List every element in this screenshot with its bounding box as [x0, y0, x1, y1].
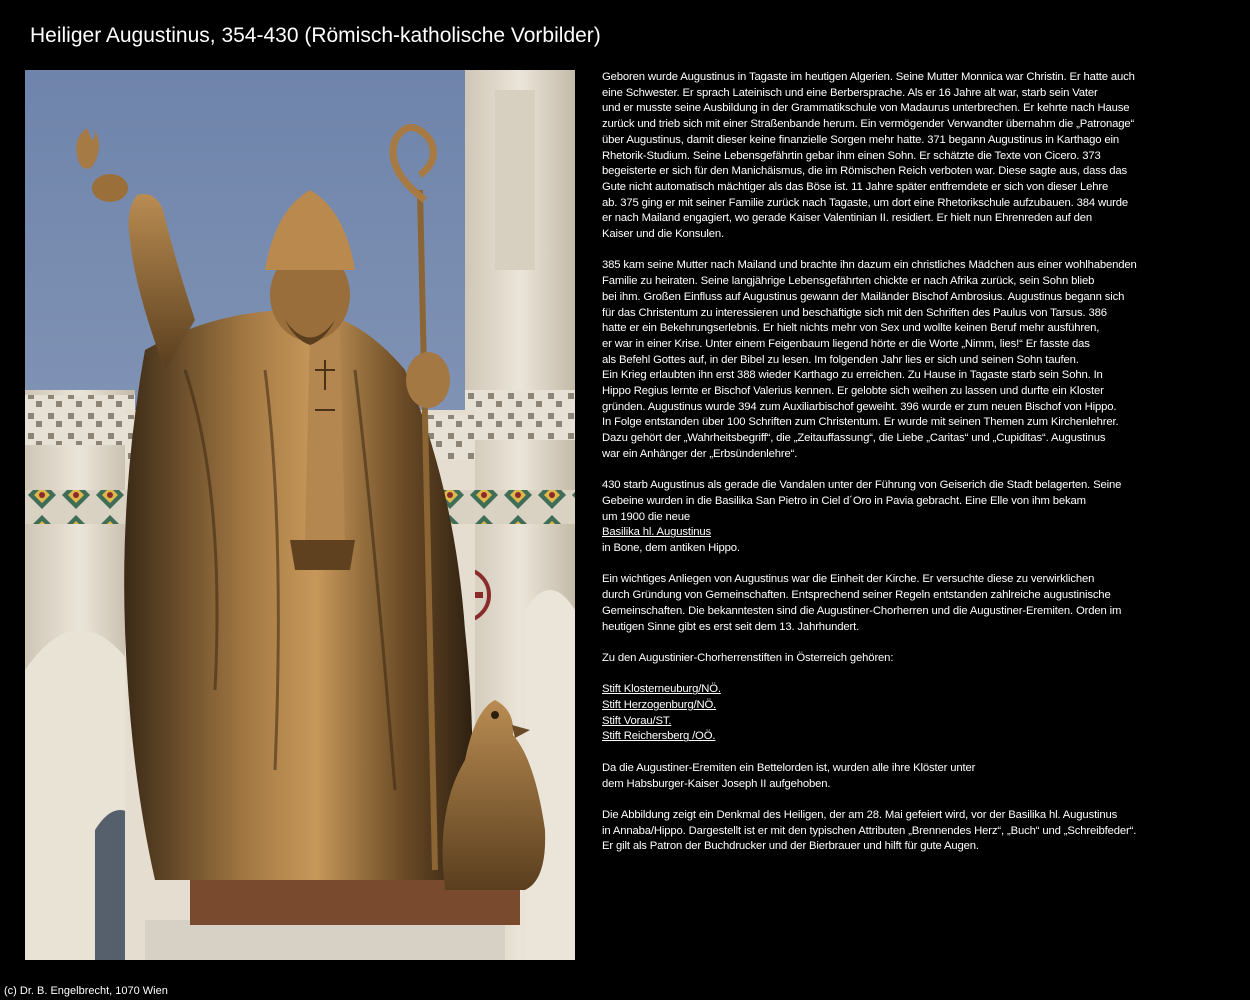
- text-line: gründen. Augustinus wurde 394 zum Auxiliarbischof geweiht. 396 wurde er zum neuen Bischof von Hippo.: [602, 400, 1117, 413]
- text-line: durch Gründung von Gemeinschaften. Entsprechend seiner Regeln entstanden zahlreiche augustinische: [602, 589, 1111, 602]
- link-stift-reichersberg[interactable]: Stift Reichersberg /OÖ.: [602, 730, 716, 743]
- paragraph-image-caption: [602, 808, 1194, 855]
- paragraph-death-tail: in Bone, dem antiken Hippo.: [602, 542, 740, 555]
- text-line: und er musste seine Ausbildung in der Grammatikschule von Madaurus unterbrechen. Er kehrte nach Hause: [602, 102, 1130, 115]
- text-line: Hippo Regius lernte er Bischof Valerius kennen. Er gelobte sich weihen zu lassen und durfte ein Kloster: [602, 385, 1104, 398]
- text-line: eine Schwester. Er sprach Lateinisch und eine Berbersprache. Als er 16 Jahre alt war, starb sein Vater: [602, 86, 1098, 99]
- paragraph-death: [602, 478, 1194, 557]
- paragraph-stifte-intro: Zu den Augustinier-Chorherrenstiften in Österreich gehören:: [602, 651, 894, 664]
- text-line: als Befehl Gottes auf, in der Bibel zu lesen. Im folgenden Jahr lies er sich und seinen Sohn taufen.: [602, 353, 1079, 366]
- copyright-footer: (c) Dr. B. Engelbrecht, 1070 Wien: [4, 985, 168, 997]
- text-line: 430 starb Augustinus als gerade die Vandalen unter der Führung von Geiserich die Stadt belagerten. Seine: [602, 479, 1122, 492]
- link-stift-klosterneuburg[interactable]: Stift Klosterneuburg/NÖ.: [602, 683, 721, 696]
- text-line: in Annaba/Hippo. Dargestellt ist er mit den typischen Attributen „Brennendes Herz“, „Buch“ und „Schreibfeder“.: [602, 824, 1137, 837]
- text-line: Dazu gehört der „Wahrheitsbegriff“, die „Zeitauffassung“, die Liebe „Caritas“ und „Cupiditas“. Augustinus: [602, 432, 1106, 445]
- text-line: Da die Augustiner-Eremiten ein Bettelorden ist, wurden alle ihre Klöster unter: [602, 761, 976, 774]
- text-line: war ein Anhänger der „Erbsündenlehre“.: [602, 447, 798, 460]
- paragraph-birth: [602, 70, 1194, 243]
- text-line: Ein Krieg erlaubten ihn erst 388 wieder Karthago zu erreichen. Zu Hause in Tagaste starb sein Sohn. In: [602, 369, 1103, 382]
- paragraph-conversion: [602, 258, 1194, 462]
- text-line: Die Abbildung zeigt ein Denkmal des Heiligen, der am 28. Mai gefeiert wird, vor der Basilika hl. Augustinus: [602, 808, 1118, 821]
- article-text: [602, 70, 1194, 871]
- text-line: er nach Mailand engagiert, wo gerade Kaiser Valentinian II. residiert. Er hielt nun Ehrenreden auf den: [602, 212, 1093, 225]
- text-line: er war in einer Krise. Unter einem Feigenbaum liegend hörte er die Worte „Nimm, lies!“ Er fasste das: [602, 337, 1090, 350]
- text-line: über Augustinus, damit dieser keine finanzielle Sorgen mehr hatte. 371 begann Augustinus in Karthago ein: [602, 133, 1119, 146]
- basilika-link[interactable]: Basilika hl. Augustinus: [602, 526, 711, 539]
- paragraph-communities: [602, 572, 1194, 635]
- text-line: ab. 375 ging er mit seiner Familie zurück nach Tagaste, um dort eine Rhetorikschule aufzubauen. 384 wurde: [602, 196, 1128, 209]
- text-line: Gute nicht automatisch mächtiger als das Böse ist. 11 Jahre später entfremdete er sich von dieser Lehre: [602, 180, 1109, 193]
- paragraph-eremiten: [602, 761, 1194, 792]
- text-line: Gemeinschaften. Die bekanntesten sind die Augustiner-Chorherren und die Augustiner-Eremiten. Orden im: [602, 604, 1122, 617]
- text-line: zurück und trieb sich mit einer Straßenbande herum. Ein vermögender Verwandter übernahm die „Patronage“: [602, 118, 1135, 131]
- text-line: Familie zu heiraten. Seine langjährige Lebensgefährten chickte er nach Afrika zurück, sein Sohn blieb: [602, 275, 1095, 288]
- link-stift-herzogenburg[interactable]: Stift Herzogenburg/NÖ.: [602, 699, 717, 712]
- text-line: bei ihm. Großen Einfluss auf Augustinus gewann der Mailänder Bischof Ambrosius. Augustinus begann sich: [602, 290, 1125, 303]
- text-line: heutigen Sinne gibt es erst seit dem 13. Jahrhundert.: [602, 620, 860, 633]
- text-line: In Folge entstanden über 100 Schriften zum Christentum. Er wurde mit seinen Themen zum Kirchenlehrer.: [602, 416, 1119, 429]
- text-line: Ein wichtiges Anliegen von Augustinus war die Einheit der Kirche. Er versuchte diese zu verwirklichen: [602, 573, 1095, 586]
- text-line: Geboren wurde Augustinus in Tagaste im heutigen Algerien. Seine Mutter Monnica war Christin. Er hatte auch: [602, 71, 1135, 83]
- link-stift-vorau[interactable]: Stift Vorau/ST.: [602, 714, 672, 727]
- text-line: für das Christentum zu interessieren und beschäftigte sich mit den Schriften des Paulus von Tarsus. 386: [602, 306, 1107, 319]
- text-line: Er gilt als Patron der Buchdrucker und der Bierbrauer und hilft für gute Augen.: [602, 840, 979, 853]
- stifte-link-list: [602, 682, 1194, 745]
- text-line: 385 kam seine Mutter nach Mailand und brachte ihn dazum ein christliches Mädchen aus einer wohlhabenden: [602, 259, 1137, 272]
- page-title: Heiliger Augustinus, 354-430 (Römisch-katholische Vorbilder): [30, 24, 601, 47]
- text-line: dem Habsburger-Kaiser Joseph II aufgehoben.: [602, 777, 831, 790]
- text-line: hatte er ein Bekehrungserlebnis. Er hielt nichts mehr von Sex und wollte keinen Beruf mehr ausführen,: [602, 322, 1100, 335]
- text-line: Rhetorik-Studium. Seine Lebensgefährtin gebar ihm einen Sohn. Er schätzte die Texte von Cicero. 373: [602, 149, 1101, 162]
- text-line: begeisterte er sich für den Manichäismus, die im Römischen Reich verboten war. Diese sagte aus, dass das: [602, 165, 1128, 178]
- text-line: Gebeine wurden in die Basilika San Pietro in Ciel d´Oro in Pavia gebracht. Eine Elle von ihm bekam: [602, 494, 1086, 507]
- text-line: Kaiser und die Konsulen.: [602, 228, 725, 241]
- statue-photo: [25, 70, 575, 960]
- text-line: um 1900 die neue: [602, 510, 691, 523]
